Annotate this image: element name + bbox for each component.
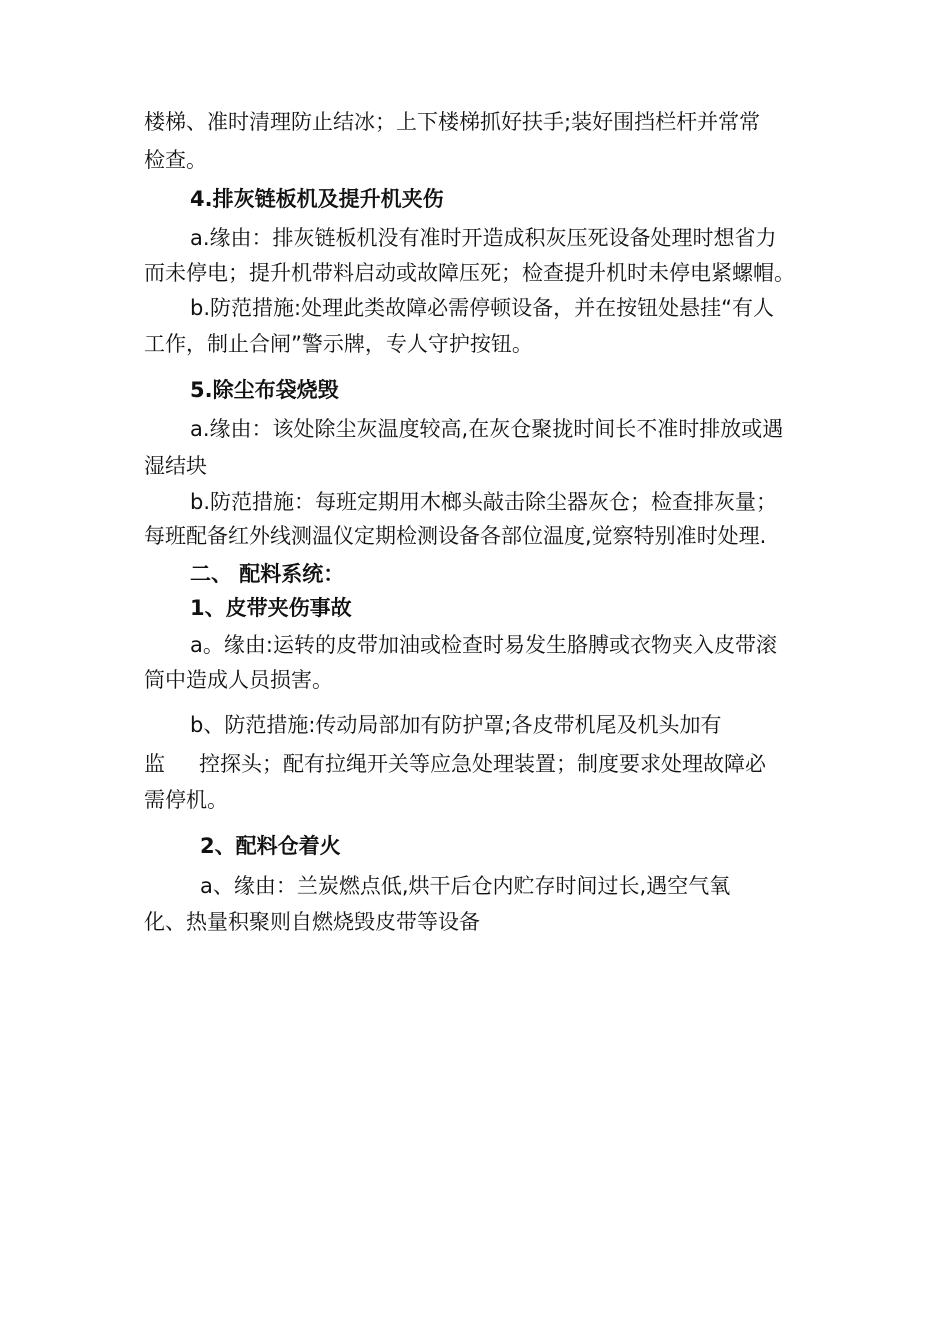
paragraph-line: 每班配备红外线测温仪定期检测设备各部位温度,觉察特别准时处理. (144, 524, 767, 548)
paragraph-line: b.防范措施:处理此类故障必需停顿设备，并在按钮处悬挂“有人 (190, 296, 774, 320)
paragraph-line: b、防范措施:传动局部加有防护罩;各皮带机尾及机头加有 (190, 713, 722, 737)
paragraph-line: a。缘由:运转的皮带加油或检查时易发生胳膊或衣物夹入皮带滚 (190, 633, 777, 657)
paragraph-line: b.防范措施：每班定期用木榔头敲击除尘器灰仓；检查排灰量； (190, 490, 778, 514)
chapter-heading: 二、 配料系统： (190, 562, 345, 586)
paragraph-line: 工作，制止合闸”警示牌，专人守护按钮。 (144, 332, 533, 356)
paragraph-line: a、缘由：兰炭燃点低,烘干后仓内贮存时间过长,遇空气氧 (200, 874, 731, 898)
paragraph-line: 检查。 (144, 148, 207, 172)
paragraph-line: 需停机。 (144, 788, 228, 812)
paragraph-line: 楼梯、准时清理防止结冰；上下楼梯抓好扶手;装好围挡栏杆并常常 (144, 110, 761, 134)
paragraph-line: a.缘由：该处除尘灰温度较高,在灰仓聚拢时间长不准时排放或遇 (190, 417, 784, 441)
paragraph-line: 化、热量积聚则自燃烧毁皮带等设备 (144, 910, 480, 934)
paragraph-line: 而未停电；提升机带料启动或故障压死；检查提升机时未停电紧螺帽。 (144, 261, 795, 285)
section-heading: 5.除尘布袋烧毁 (190, 378, 339, 402)
section-heading: 2、配料仓着火 (200, 834, 341, 858)
paragraph-fragment: 控探头；配有拉绳开关等应急处理装置；制度要求处理故障必 (199, 752, 766, 776)
paragraph-line: a.缘由：排灰链板机没有准时开造成积灰压死设备处理时想省力 (190, 226, 777, 250)
paragraph-fragment: 监 (144, 752, 165, 776)
section-heading: 4.排灰链板机及提升机夹伤 (190, 187, 444, 211)
paragraph-line (144, 750, 766, 778)
paragraph-line: 湿结块 (144, 454, 207, 478)
section-heading: 1、皮带夹伤事故 (190, 596, 352, 620)
paragraph-line: 筒中造成人员损害。 (144, 668, 333, 692)
